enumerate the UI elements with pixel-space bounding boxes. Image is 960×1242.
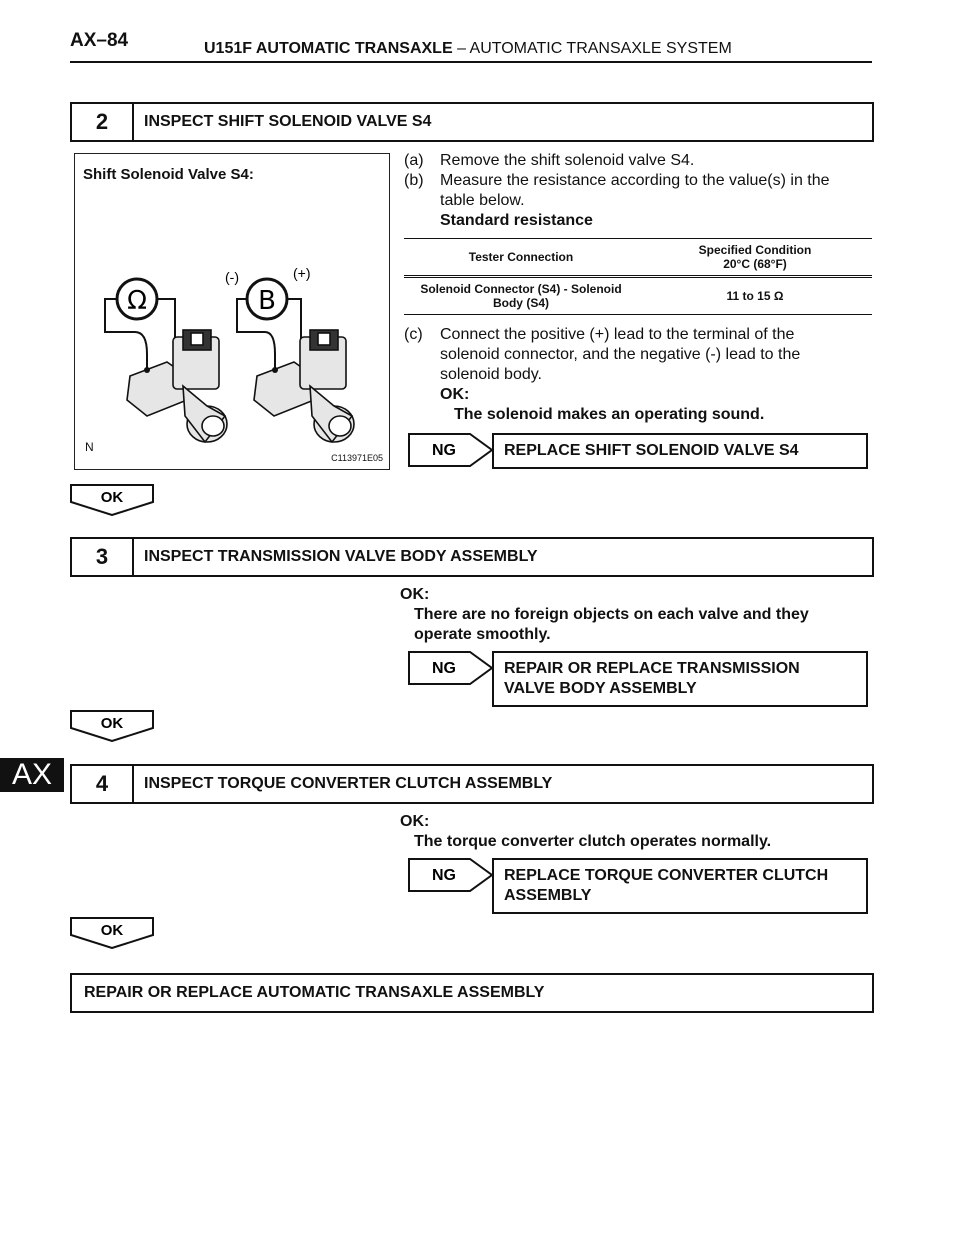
ng-result-box: REPLACE SHIFT SOLENOID VALVE S4	[492, 433, 868, 469]
solenoid-right	[254, 330, 354, 442]
standard-resistance-label: Standard resistance	[440, 212, 593, 229]
table-cell: 11 to 15 Ω	[638, 277, 872, 315]
step-title: INSPECT SHIFT SOLENOID VALVE S4	[144, 113, 432, 130]
figure-title: Shift Solenoid Valve S4:	[83, 166, 254, 183]
ok-label: OK:	[400, 586, 430, 603]
ng-arrow	[408, 651, 494, 685]
svg-text:NG: NG	[432, 660, 456, 677]
ok-label: OK:	[400, 813, 430, 830]
step-title: INSPECT TRANSMISSION VALVE BODY ASSEMBLY	[144, 548, 538, 565]
item-text: solenoid body.	[440, 366, 542, 383]
item-letter: (a)	[404, 152, 424, 169]
step-number: 2	[72, 104, 134, 140]
ok-arrow	[70, 710, 154, 742]
title-rest: – AUTOMATIC TRANSAXLE SYSTEM	[457, 40, 732, 57]
step-3-ok	[400, 585, 809, 645]
ok-condition: operate smoothly.	[414, 626, 551, 643]
item-text: Measure the resistance according to the value(s) in the	[440, 172, 830, 189]
svg-text:OK: OK	[100, 489, 124, 506]
ok-condition: The solenoid makes an operating sound.	[454, 406, 765, 423]
ng-arrow	[408, 858, 494, 892]
step-4-ok	[400, 812, 771, 852]
step-2-box	[70, 102, 874, 142]
step-a	[404, 151, 695, 171]
table-header-cell: Specified Condition 20°C (68°F)	[638, 239, 872, 277]
item-letter: (c)	[404, 326, 423, 343]
table-cell: Solenoid Connector (S4) - Solenoid Body (S4)	[404, 277, 638, 315]
figure-code: C113971E05	[331, 453, 383, 463]
solenoid-illustration	[75, 154, 389, 469]
page-code: AX–84	[70, 30, 129, 51]
ok-arrow	[70, 484, 154, 516]
minus-label: (-)	[225, 269, 239, 285]
table-header-row	[404, 239, 872, 277]
item-text: Connect the positive (+) lead to the terminal of the	[440, 326, 795, 343]
step-number: 3	[72, 539, 134, 575]
ok-arrow	[70, 917, 154, 949]
ok-condition: There are no foreign objects on each valve and they	[414, 606, 809, 623]
ok-condition: The torque converter clutch operates normally.	[414, 833, 772, 850]
svg-text:NG: NG	[432, 867, 456, 884]
ohm-symbol: Ω	[127, 286, 147, 316]
step-title: INSPECT TORQUE CONVERTER CLUTCH ASSEMBLY	[144, 775, 553, 792]
title-bold: U151F AUTOMATIC TRANSAXLE	[204, 40, 453, 57]
ng-result-box: REPAIR OR REPLACE TRANSMISSION VALVE BODY ASSEMBLY	[492, 651, 868, 707]
spec-table	[404, 238, 872, 315]
ng-arrow	[408, 433, 494, 467]
section-tab: AX	[0, 758, 64, 792]
svg-text:OK: OK	[100, 922, 124, 939]
step-b	[404, 171, 874, 229]
item-text: table below.	[440, 192, 525, 209]
step-3-box	[70, 537, 874, 577]
item-letter: (b)	[404, 172, 424, 189]
ng-result-box: REPLACE TORQUE CONVERTER CLUTCH ASSEMBLY	[492, 858, 868, 914]
final-action-text: REPAIR OR REPLACE AUTOMATIC TRANSAXLE ASSEMBLY	[84, 984, 545, 1001]
page-title	[204, 40, 732, 58]
table-row	[404, 277, 872, 315]
step-number: 4	[72, 766, 134, 802]
header-rule	[70, 61, 872, 63]
item-text: solenoid connector, and the negative (-) lead to the	[440, 346, 801, 363]
solenoid-left	[127, 330, 227, 442]
battery-symbol: B	[258, 286, 276, 316]
svg-text:OK: OK	[100, 715, 124, 732]
step-c	[404, 325, 874, 423]
figure-corner-label: N	[85, 440, 94, 454]
step-4-box	[70, 764, 874, 804]
table-header-cell: Tester Connection	[404, 239, 638, 277]
plus-label: (+)	[293, 265, 311, 281]
item-text: Remove the shift solenoid valve S4.	[440, 152, 695, 169]
svg-text:NG: NG	[432, 442, 456, 459]
solenoid-figure	[74, 153, 390, 470]
ok-label: OK:	[440, 386, 470, 403]
final-action-box	[70, 973, 874, 1013]
